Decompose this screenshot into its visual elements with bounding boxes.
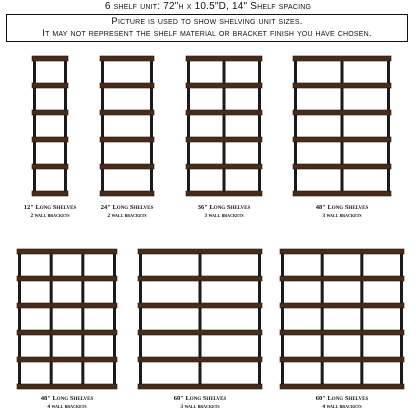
caption-unit-48in-4br [23,395,111,411]
shelving-unit-60in-4br [281,249,403,389]
shelf-board [100,191,154,196]
shelf-board [280,330,404,335]
shelf-board [293,110,391,115]
shelf-board [138,276,262,281]
caption-shelf-length: 12" Long Shelves [23,204,77,211]
shelf-board [100,137,154,142]
caption-brackets: 4 wall brackets [322,404,362,410]
bracket-post [294,58,297,196]
bracket-post [258,251,261,389]
shelving-unit-36in [187,56,261,196]
shelf-board [186,137,262,142]
bracket-post [64,58,67,196]
shelf-board [186,191,262,196]
shelf-board [32,137,68,142]
caption-unit-48in-3br [298,204,386,220]
shelf-board [138,249,262,254]
notice-line-2: It may not represent the shelf material or bracket finish you have chosen. [42,28,372,39]
caption-shelf-length: 36" Long Shelves [197,204,251,211]
shelf-board [138,303,262,308]
bracket-post [139,251,142,389]
bracket-post [199,251,202,389]
bracket-post [50,251,53,389]
shelving-unit-12in [33,56,67,196]
bracket-post [223,58,226,196]
caption-unit-36in [180,204,268,220]
shelf-board [32,164,68,169]
bracket-post [321,251,324,389]
bracket-post [281,251,284,389]
shelf-board [293,164,391,169]
bracket-post [387,58,390,196]
shelf-board [186,83,262,88]
shelf-board [100,56,154,61]
caption-brackets: 2 wall brackets [107,213,147,219]
shelf-board [186,110,262,115]
bracket-post [341,58,344,196]
caption-unit-12in [10,204,90,220]
caption-shelf-length: 24" Long Shelves [100,204,154,211]
bracket-post [113,251,116,389]
shelf-board [100,83,154,88]
caption-shelf-length: 48" Long Shelves [40,395,94,402]
shelf-board [138,384,262,389]
shelf-board [17,276,117,281]
caption-unit-60in-3br [156,395,244,411]
bracket-post [400,251,403,389]
shelf-board [17,384,117,389]
shelving-unit-48in-4br [18,249,116,389]
shelf-board [32,110,68,115]
shelving-unit-60in-3br [139,249,261,389]
bracket-post [187,58,190,196]
shelf-board [17,303,117,308]
bracket-post [258,58,261,196]
shelf-board [32,83,68,88]
shelf-board [293,137,391,142]
shelf-board [138,357,262,362]
caption-shelf-length: 48" Long Shelves [315,204,369,211]
shelf-board [280,249,404,254]
bracket-post [360,251,363,389]
bracket-post [150,58,153,196]
shelf-board [280,276,404,281]
bracket-post [101,58,104,196]
shelving-unit-48in-3br [294,56,390,196]
bracket-post [33,58,36,196]
shelf-board [293,191,391,196]
shelf-board [17,330,117,335]
caption-brackets: 3 wall brackets [180,404,220,410]
caption-brackets: 4 wall brackets [47,404,87,410]
caption-shelf-length: 60" Long Shelves [173,395,227,402]
shelf-board [280,303,404,308]
notice-line-1: Picture is used to show shelving unit sizes. [111,16,303,27]
shelf-board [293,56,391,61]
shelf-board [32,191,68,196]
caption-brackets: 3 wall brackets [204,213,244,219]
shelf-board [293,83,391,88]
caption-shelf-length: 60" Long Shelves [315,395,369,402]
shelving-unit-24in [101,56,153,196]
shelf-board [186,56,262,61]
caption-unit-60in-4br [298,395,386,411]
caption-brackets: 3 wall brackets [322,213,362,219]
shelf-board [186,164,262,169]
notice-box [6,14,408,42]
shelf-board [280,384,404,389]
bracket-post [18,251,21,389]
bracket-post [81,251,84,389]
caption-unit-24in [87,204,167,220]
shelf-board [100,164,154,169]
page-title: 6 shelf unit: 72"h x 10.5"D, 14" Shelf spacing [104,1,312,12]
shelf-board [280,357,404,362]
shelf-board [100,110,154,115]
shelf-board [32,56,68,61]
caption-brackets: 2 wall brackets [30,213,70,219]
shelf-board [17,357,117,362]
shelf-board [17,249,117,254]
shelf-board [138,330,262,335]
